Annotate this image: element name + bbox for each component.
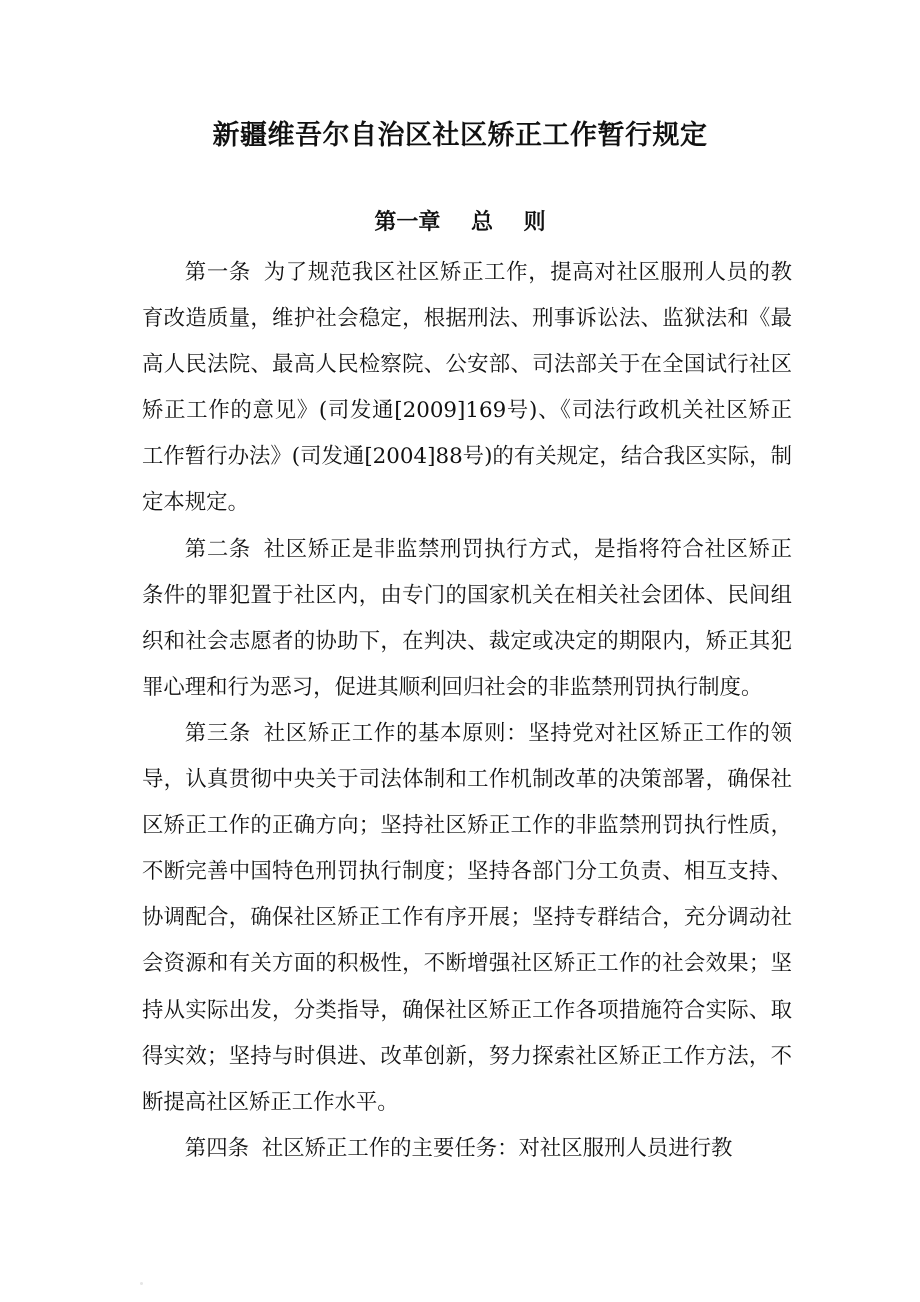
article-number: 第四条 (184, 1135, 249, 1161)
chapter-heading: 第一章 总 则 (374, 210, 546, 235)
page-footer-dot (140, 1282, 143, 1285)
article-text: 为了规范我区社区矫正工作，提高对社区服刑人员的教育改造质量，维护社会稳定，根据刑法、刑事诉讼法、监狱法和《最高人民法院、最高人民检察院、公安部、司法部关于在全国试行社区矫正工作的意见》(司发通[2009]169号)、《司法行政机关社区矫正工作暂行办法》(司发通[2004]88号)的有关规定，结合我区实际，制定本规定。 (142, 260, 792, 516)
article-number: 第二条 (184, 536, 251, 562)
article-number: 第一条 (184, 260, 251, 285)
article-text: 社区矫正工作的主要任务：对社区服刑人员进行教 (261, 1135, 733, 1161)
article-text: 社区矫正工作的基本原则：坚持党对社区矫正工作的领导，认真贯彻中央关于司法体制和工作机制改革的决策部署，确保社区矫正工作的正确方向；坚持社区矫正工作的非监禁刑罚执行性质，不断完善中国特色刑罚执行制度；坚持各部门分工负责、相互支持、协调配合，确保社区矫正工作有序开展；坚持专群结合，充分调动社会资源和有关方面的积极性，不断增强社区矫正工作的社会效果；坚持从实际出发，分类指导，确保社区矫正工作各项措施符合实际、取得实效；坚持与时俱进、改革创新，努力探索社区矫正工作方法，不断提高社区矫正工作水平。 (142, 720, 792, 1115)
article-4 (142, 1126, 792, 1172)
article-number: 第三条 (184, 720, 251, 746)
article-2 (142, 527, 792, 711)
document-body (142, 250, 792, 1172)
article-text: 社区矫正是非监禁刑罚执行方式，是指将符合社区矫正条件的罪犯置于社区内，由专门的国家机关在相关社会团体、民间组织和社会志愿者的协助下，在判决、裁定或决定的期限内，矫正其犯罪心理和行为恶习，促进其顺利回归社会的非监禁刑罚执行制度。 (142, 536, 792, 700)
article-3 (142, 711, 792, 1126)
document-title: 新疆维吾尔自治区社区矫正工作暂行规定 (212, 120, 708, 151)
article-1 (142, 250, 792, 527)
